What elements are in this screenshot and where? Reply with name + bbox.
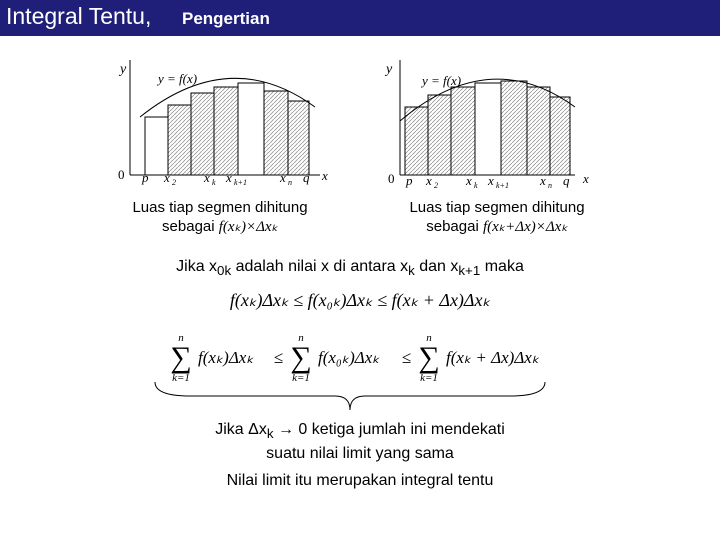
x-axis-label: x <box>583 171 589 186</box>
limit-text: Jika $\Delta x_k \to 0$ ketiga jumlah ini mendekati suatu nilai limit yang sama <box>215 421 505 463</box>
conclusion: Nilai limit itu merupakan integral tentu <box>226 472 494 489</box>
riemann-graph-right <box>380 55 610 195</box>
caption-left-prefix: sebagai <box>162 218 219 235</box>
y-axis-label: y <box>386 62 393 77</box>
caption-right-prefix: sebagai <box>426 218 483 235</box>
tick-q: q <box>303 170 310 185</box>
caption-right-formula: f(xₖ+Δx)×Δxₖ <box>482 219 568 235</box>
tick-x2: x <box>164 170 170 185</box>
page-title: Integral Tentu, <box>6 3 152 29</box>
origin-label: 0 <box>388 171 395 186</box>
inequality-2: n ∑ k=1 f(xₖ)Δxₖ ≤ n ∑ k=1 f(x₀ₖ)Δxₖ ≤ n ∑ k=1 f(xₖ + Δx)Δxₖ <box>170 332 540 384</box>
tick-q: q <box>563 173 570 188</box>
x-axis-label: x <box>322 168 328 183</box>
tick-xk1-sub: k+1 <box>234 178 247 187</box>
tick-x2-sub: 2 <box>434 181 438 190</box>
tick-x2-sub: 2 <box>172 178 176 187</box>
statement: Jika $x_{0k}$ adalah nilai x di antara $x_k$ dan $x_{k+1}$ maka <box>176 258 524 279</box>
function-label: y = f(x) <box>422 73 462 88</box>
riemann-graph-left <box>110 55 340 195</box>
function-label: y = f(x) <box>158 71 198 86</box>
caption-left <box>100 198 340 237</box>
tick-xn: x <box>280 170 286 185</box>
brace <box>150 380 550 416</box>
tick-xn-sub: n <box>548 181 552 190</box>
tick-xk1-sub: k+1 <box>496 181 509 190</box>
y-axis-label: y <box>120 62 127 77</box>
caption-right-line1: Luas tiap segmen dihitung <box>409 199 585 216</box>
tick-xk: x <box>466 173 472 188</box>
tick-xk1: x <box>226 170 232 185</box>
tick-xk1: x <box>488 173 494 188</box>
inequality-1: f(xₖ)Δxₖ ≤ f(x₀ₖ)Δxₖ ≤ f(xₖ + Δx)Δxₖ <box>229 290 491 310</box>
page-subtitle: Pengertian <box>182 9 270 28</box>
tick-xk-sub: k <box>212 178 216 187</box>
caption-left-line1: Luas tiap segmen dihitung <box>132 199 308 216</box>
tick-xn: x <box>540 173 546 188</box>
tick-x2: x <box>426 173 432 188</box>
origin-label: 0 <box>118 167 125 182</box>
caption-right <box>372 198 622 237</box>
title-bar <box>0 0 720 36</box>
tick-p: p <box>142 170 149 185</box>
caption-left-formula: f(xₖ)×Δxₖ <box>218 219 278 235</box>
tick-xk: x <box>204 170 210 185</box>
tick-xk-sub: k <box>474 181 478 190</box>
tick-xn-sub: n <box>288 178 292 187</box>
tick-p: p <box>406 173 413 188</box>
